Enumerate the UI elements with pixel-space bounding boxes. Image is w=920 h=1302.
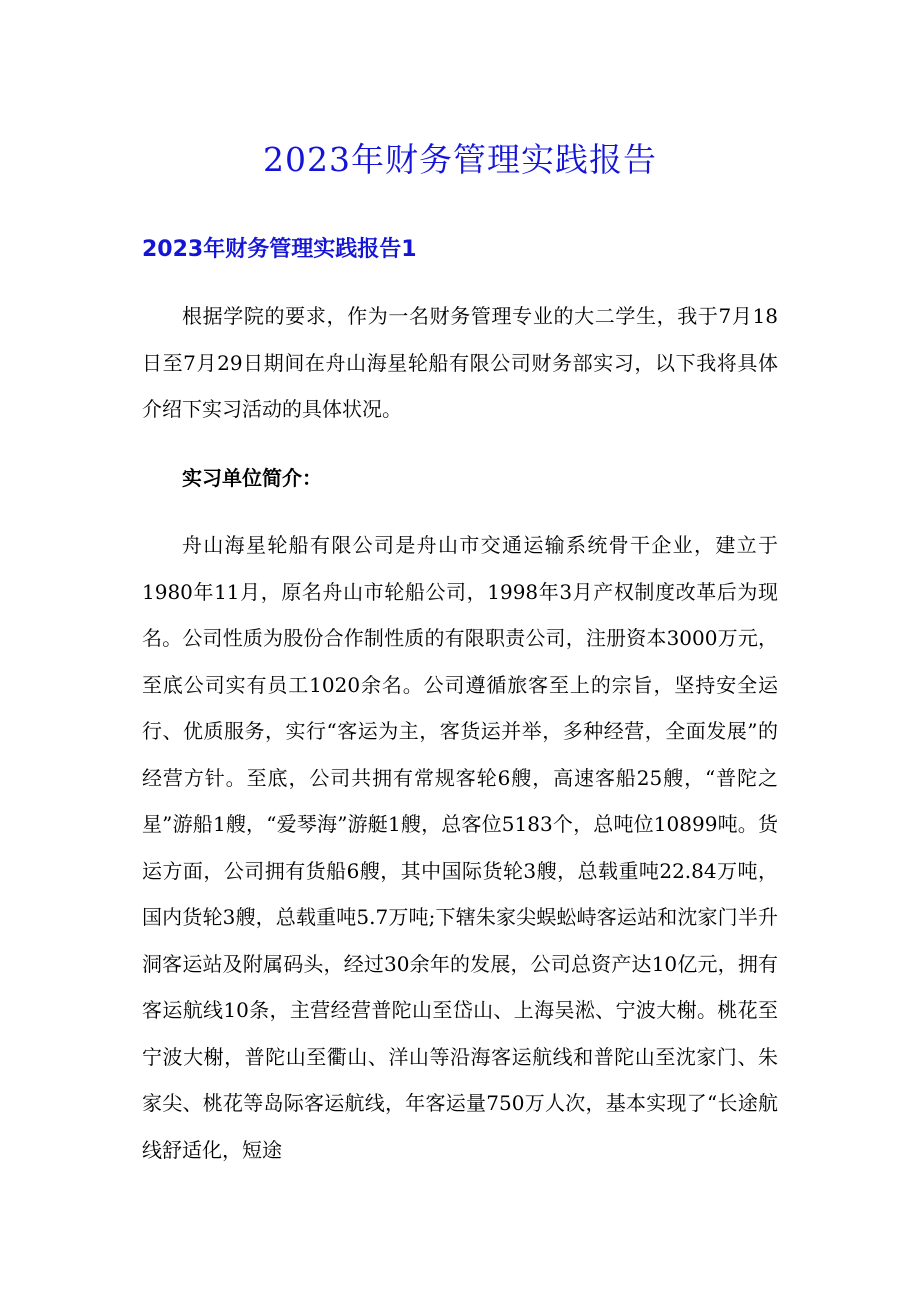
company-intro-subheading: 实习单位简介： xyxy=(182,466,322,490)
intro-paragraph: 根据学院的要求，作为一名财务管理专业的大二学生，我于7月18日至7月29日期间在舟山海星轮船有限公司财务部实习，以下我将具体介绍下实习活动的具体状况。 xyxy=(142,304,778,421)
company-intro-paragraph: 舟山海星轮船有限公司是舟山市交通运输系统骨干企业，建立于1980年11月，原名舟山市轮船公司，1998年3月产权制度改革后为现名。公司性质为股份合作制性质的有限职责公司，注册资本3000万元，至底公司实有员工1020余名。公司遵循旅客至上的宗旨，坚持安全运行、优质服务，实行“客运为主，客货运并举，多种经营，全面发展”的经营方针。至底，公司共拥有常规客轮6艘，高速客船25艘，“普陀之星”游船1艘，“爱琴海”游艇1艘，总客位5183个，总吨位10899吨。货运方面，公司拥有货船6艘，其中国际货轮3艘，总载重吨22.84万吨，国内货轮3艘，总载重吨5.7万吨;下辖朱家尖蜈蚣峙客运站和沈家门半升洞客运站及附属码头，经过30余年的发展，公司总资产达10亿元，拥有客运航线10条，主营经营普陀山至岱山、上海吴淞、宁波大榭。桃花至宁波大榭，普陀山至衢山、洋山等沿海客运航线和普陀山至沈家门、朱家尖、桃花等岛际客运航线，年客运量750万人次，基本实现了“长途航线舒适化，短途 xyxy=(142,533,778,1162)
document-title: 2023年财务管理实践报告 xyxy=(263,140,657,179)
section-heading: 2023年财务管理实践报告1 xyxy=(142,237,417,262)
